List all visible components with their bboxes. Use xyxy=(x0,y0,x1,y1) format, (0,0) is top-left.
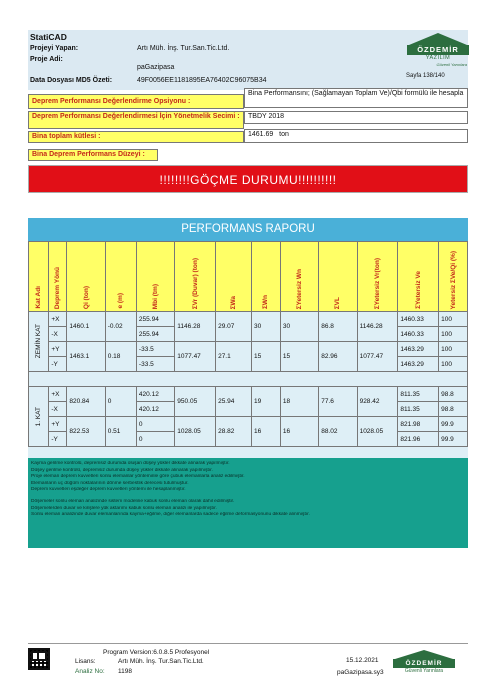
logo-tagline: Güvenli Yarınlara xyxy=(404,668,444,674)
mbi-cell: 420.12 xyxy=(136,402,174,417)
vl-cell: 88.02 xyxy=(319,417,357,447)
qi-cell: 1460.1 xyxy=(67,312,105,342)
analysis-value: 1198 xyxy=(118,668,132,675)
e-cell: 0.51 xyxy=(105,417,136,447)
pct-cell: 99.9 xyxy=(439,432,468,447)
mass-value: 1461.69 xyxy=(248,131,274,138)
vr-cell: 1028.05 xyxy=(175,417,216,447)
wa-cell: 27.1 xyxy=(216,342,252,372)
yve-cell: 821.98 xyxy=(398,417,439,432)
note-line: Deprem kuvvetleri eşdeğer deprem kuvvetleri yöntemi ile hesaplanmıştır. xyxy=(31,487,186,493)
vl-cell: 77.6 xyxy=(319,387,357,417)
mbi-cell: 255.94 xyxy=(136,312,174,327)
table-row xyxy=(29,312,468,327)
ywn-cell: 16 xyxy=(280,417,318,447)
col-header: Kat Adı xyxy=(35,286,43,309)
md5-label: Data Dosyası MD5 Özeti: xyxy=(30,77,113,84)
program-version: Program Version:6.0.8.5 Profesyonel xyxy=(103,649,210,656)
vr-cell: 950.05 xyxy=(175,387,216,417)
col-header: ΣWn xyxy=(262,294,270,309)
yvr-cell: 1077.47 xyxy=(357,342,398,372)
pct-cell: 100 xyxy=(439,327,468,342)
mbi-cell: 420.12 xyxy=(136,387,174,402)
col-header: ΣYetersiz Vr(ton) xyxy=(373,257,381,309)
qi-cell: 820.84 xyxy=(67,387,105,417)
mass-value-box xyxy=(244,129,468,143)
col-header: Qi (ton) xyxy=(82,285,90,309)
collapse-result-banner: !!!!!!!!GÖÇME DURUMU!!!!!!!!!! xyxy=(28,165,468,193)
col-header: Mbi (tm) xyxy=(152,283,160,309)
col-header: e (m) xyxy=(117,293,125,309)
col-header: ΣVL xyxy=(334,296,342,309)
yve-cell: 1460.33 xyxy=(398,312,439,327)
direction-cell: +X xyxy=(49,387,67,402)
ywn-cell: 18 xyxy=(280,387,318,417)
wn-cell: 15 xyxy=(252,342,281,372)
yvr-cell: 1028.05 xyxy=(357,417,398,447)
vl-cell: 86.8 xyxy=(319,312,357,342)
col-header: ΣVr (Duvar) (ton) xyxy=(191,257,199,309)
e-cell: 0 xyxy=(105,387,136,417)
note-line: Döşemeler sonlu eleman analizinde sistem modeline kabuk sonlu eleman olarak dahil edilmiştir. xyxy=(31,498,235,504)
qr-code-icon xyxy=(28,648,50,670)
project-owner-label: Projeyi Yapan: xyxy=(30,45,79,52)
yve-cell: 1460.33 xyxy=(398,327,439,342)
project-name-value: paGazipasa xyxy=(137,64,175,71)
page-number: Sayfa 138/140 xyxy=(406,73,445,79)
yve-cell: 811.35 xyxy=(398,387,439,402)
pct-cell: 98.8 xyxy=(439,387,468,402)
mbi-cell: 255.94 xyxy=(136,327,174,342)
logo-main-text: ÖZDEMİR xyxy=(407,45,469,55)
pct-cell: 98.8 xyxy=(439,402,468,417)
direction-cell: +Y xyxy=(49,342,67,357)
yve-cell: 1463.29 xyxy=(398,342,439,357)
ywn-cell: 15 xyxy=(280,342,318,372)
level-label: Bina Deprem Performans Düzeyi : xyxy=(28,149,158,161)
pct-cell: 100 xyxy=(439,312,468,327)
floor-name: ZEMİN KAT xyxy=(35,324,43,359)
app-name: StatiCAD xyxy=(30,32,67,42)
performance-report xyxy=(28,218,468,458)
note-line: Düşey gerilme kontrolü, depremsiz durumda düşey yükler dikkate alınarak yapılmıştır. xyxy=(31,467,213,473)
note-line: Proje eleman deprem kuvvetleri sonlu elemanlar yönteminle göre çubuk elemanlarla analiz edilmiştir. xyxy=(31,474,245,480)
wa-cell: 25.94 xyxy=(216,387,252,417)
col-header: ΣYetersiz Ve xyxy=(414,271,422,309)
logo-tagline: Güvenli Yarınlara xyxy=(436,62,467,67)
mbi-cell: 0 xyxy=(136,417,174,432)
logo-roof-icon xyxy=(395,650,453,659)
note-line: Döşemelerden duvar ve kirişlere yük aktarımı kabuk sonlu eleman analizi ile yapılmıştır. xyxy=(31,505,217,511)
note-line: Kayma gerilme kontrolü, depremsiz durumda oluşan düşey yükler dikkate alınarak yapılmıştır. xyxy=(31,461,230,466)
ozdemir-logo xyxy=(407,33,469,69)
regulation-value: TBDY 2018 xyxy=(244,111,468,124)
ywn-cell: 30 xyxy=(280,312,318,342)
logo-sub-text: YAZILIM xyxy=(425,55,451,61)
direction-cell: +X xyxy=(49,312,67,327)
wa-cell: 29.07 xyxy=(216,312,252,342)
analysis-notes xyxy=(28,458,468,548)
qi-cell: 1463.1 xyxy=(67,342,105,372)
floor-name: 1. KAT xyxy=(35,406,43,427)
direction-cell: -Y xyxy=(49,357,67,372)
yve-cell: 821.96 xyxy=(398,432,439,447)
direction-cell: -X xyxy=(49,402,67,417)
license-value: Artı Müh. İnş. Tur.San.Tic.Ltd. xyxy=(118,658,204,665)
table-spacer xyxy=(29,372,468,387)
logo-main-text: ÖZDEMİR xyxy=(393,659,455,668)
mass-label: Bina toplam kütlesi : xyxy=(28,131,244,143)
table-row xyxy=(29,417,468,432)
logo-roof-icon xyxy=(409,33,467,45)
project-owner-value: Artı Müh. İnş. Tur.San.Tic.Ltd. xyxy=(137,45,230,52)
qi-cell: 822.53 xyxy=(67,417,105,447)
footer-ozdemir-logo xyxy=(393,650,455,680)
e-cell: 0.18 xyxy=(105,342,136,372)
col-header: Deprem Yönü xyxy=(54,266,62,309)
note-line: Sonlu eleman analizinde duvar elemanlarında kayma+eğilme, diğer elemanlarda sadece eğilme deformasyonunu dikkate alınmıştır. xyxy=(31,512,310,518)
option-label: Deprem Performansı Değerlendirme Opsiyonu : xyxy=(28,94,244,109)
project-name-label: Proje Adi: xyxy=(30,56,63,63)
file-name: paGazipasa.sy3 xyxy=(337,669,384,676)
header-row xyxy=(29,242,468,312)
yvr-cell: 928.42 xyxy=(357,387,398,417)
direction-cell: -X xyxy=(49,327,67,342)
direction-cell: +Y xyxy=(49,417,67,432)
analysis-label: Analiz No: xyxy=(75,668,105,675)
report-title: PERFORMANS RAPORU xyxy=(28,218,468,241)
vr-cell: 1077.47 xyxy=(175,342,216,372)
report-date: 15.12.2021 xyxy=(346,657,379,664)
vl-cell: 82.96 xyxy=(319,342,357,372)
md5-value: 49F0056EE1181895EA76402C96075B34 xyxy=(137,77,267,84)
e-cell: -0.02 xyxy=(105,312,136,342)
regulation-label: Deprem Performansı Değerlendirmesi İçin Yönetmelik Secimi : xyxy=(28,111,244,129)
col-header: Yetersiz ΣVe/Qi (%) xyxy=(449,250,457,309)
mass-unit: ton xyxy=(279,131,289,138)
wn-cell: 19 xyxy=(252,387,281,417)
yve-cell: 811.35 xyxy=(398,402,439,417)
note-line: Elemanların uç düğüm noktalarının dönme serbestlik derecesi tutulmuştur. xyxy=(31,480,189,486)
option-value: Bina Performansını; (Sağlamayan Toplam Ve)/Qbi formülü ile hesapla xyxy=(244,88,468,108)
footer-divider xyxy=(28,643,468,644)
performance-table xyxy=(28,241,468,447)
wn-cell: 16 xyxy=(252,417,281,447)
mbi-cell: -33.5 xyxy=(136,357,174,372)
wn-cell: 30 xyxy=(252,312,281,342)
yvr-cell: 1146.28 xyxy=(357,312,398,342)
yve-cell: 1463.29 xyxy=(398,357,439,372)
pct-cell: 99.9 xyxy=(439,417,468,432)
pct-cell: 100 xyxy=(439,357,468,372)
col-header: ΣYetersiz Wn xyxy=(296,268,304,309)
vr-cell: 1146.28 xyxy=(175,312,216,342)
mbi-cell: 0 xyxy=(136,432,174,447)
table-row xyxy=(29,387,468,402)
col-header: ΣWa xyxy=(230,295,238,309)
license-label: Lisans: xyxy=(75,658,96,665)
table-row xyxy=(29,342,468,357)
wa-cell: 28.82 xyxy=(216,417,252,447)
pct-cell: 100 xyxy=(439,342,468,357)
direction-cell: -Y xyxy=(49,432,67,447)
mbi-cell: -33.5 xyxy=(136,342,174,357)
